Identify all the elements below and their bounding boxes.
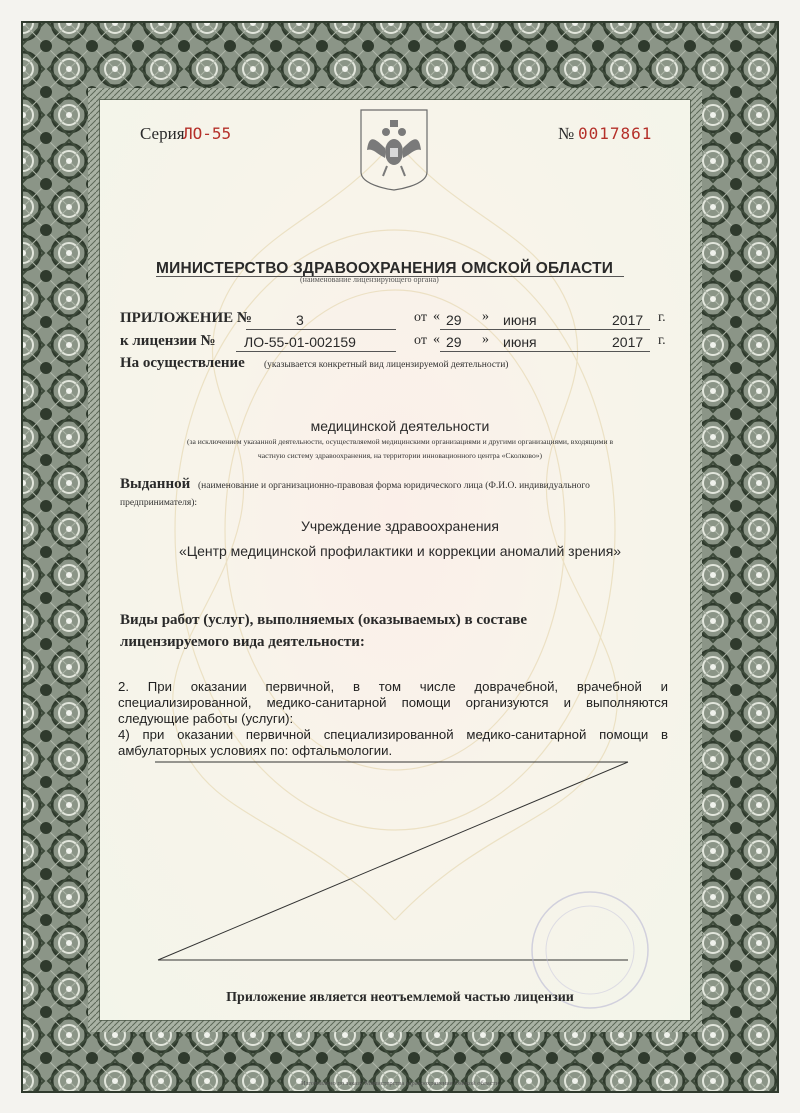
works-heading-line2: лицензируемого вида деятельности: [120, 634, 365, 650]
works-line-2: специализированной, медико-санитарной помощи организуются и выполняются [118, 695, 668, 710]
license-month: июня [503, 334, 537, 350]
works-line-3: следующие работы (услуги): [118, 711, 294, 726]
authority-name: МИНИСТЕРСТВО ЗДРАВООХРАНЕНИЯ ОМСКОЙ ОБЛАСТИ [156, 260, 614, 277]
appendix-date-line [440, 329, 650, 330]
activity-value: медицинской деятельности [310, 418, 490, 434]
license-number: ЛО-55-01-002159 [244, 334, 356, 350]
appendix-from-label: от [414, 310, 427, 325]
license-label: к лицензии № [120, 333, 216, 349]
license-date-line [440, 351, 650, 352]
appendix-quote-open: « [433, 309, 440, 324]
printed-by-note: Изготовлено по заказу Министерства здравоохранения Омской области [301, 1080, 499, 1087]
license-quote-close: » [482, 332, 489, 347]
activity-caption: (указывается конкретный вид лицензируемой деятельности) [264, 360, 509, 370]
works-heading-line1: Виды работ (услуг), выполняемых (оказываемых) в составе [120, 612, 527, 628]
works-line-5: амбулаторных условиях по: офтальмологии. [118, 743, 393, 758]
activity-label: На осуществление [120, 355, 245, 371]
appendix-number-line [246, 329, 396, 330]
appendix-year-suffix: г. [658, 310, 666, 325]
appendix-month: июня [503, 312, 537, 328]
issued-caption-line2: предпринимателя): [120, 498, 198, 508]
works-line-1: 2. При оказании первичной, в том числе доврачебной, врачебной и [118, 679, 668, 694]
number-sign: № [558, 124, 575, 143]
works-list [118, 679, 668, 759]
authority-caption: (наименование лицензирующего органа) [300, 275, 439, 284]
organization-name-line2: «Центр медицинской профилактики и коррекции аномалий зрения» [178, 543, 622, 559]
appendix-number: 3 [296, 312, 304, 328]
authority-underline [156, 276, 624, 277]
license-number-line [236, 351, 396, 352]
appendix-year: 2017 [612, 312, 644, 328]
appendix-day: 29 [446, 312, 462, 328]
license-from-label: от [414, 333, 427, 348]
footer-note: Приложение является неотъемлемой частью лицензии [226, 990, 574, 1005]
issued-label: Выданной [120, 476, 191, 492]
series-label: Серия [140, 124, 185, 143]
license-day: 29 [446, 334, 462, 350]
activity-note-line1: (за исключением указанной деятельности, осуществляемой медицинскими организациями и другими организациями, входящими в [186, 437, 614, 446]
organization-name-line1: Учреждение здравоохранения [301, 518, 499, 534]
license-quote-open: « [433, 332, 440, 347]
series-value: ЛО-55 [183, 124, 232, 143]
double-headed-eagle-icon [359, 108, 429, 192]
works-line-4: 4) при оказании первичной специализированной медико-санитарной помощи в [118, 727, 668, 742]
appendix-quote-close: » [482, 309, 489, 324]
appendix-label: ПРИЛОЖЕНИЕ № [120, 310, 252, 326]
issued-caption-line1: (наименование и организационно-правовая форма юридического лица (Ф.И.О. индивидуального [198, 481, 590, 491]
form-number: 0017861 [578, 124, 653, 143]
license-year-suffix: г. [658, 333, 666, 348]
activity-note-line2: частную систему здравоохранения, на территории инновационного центра «Сколково») [257, 451, 543, 460]
license-year: 2017 [612, 334, 644, 350]
